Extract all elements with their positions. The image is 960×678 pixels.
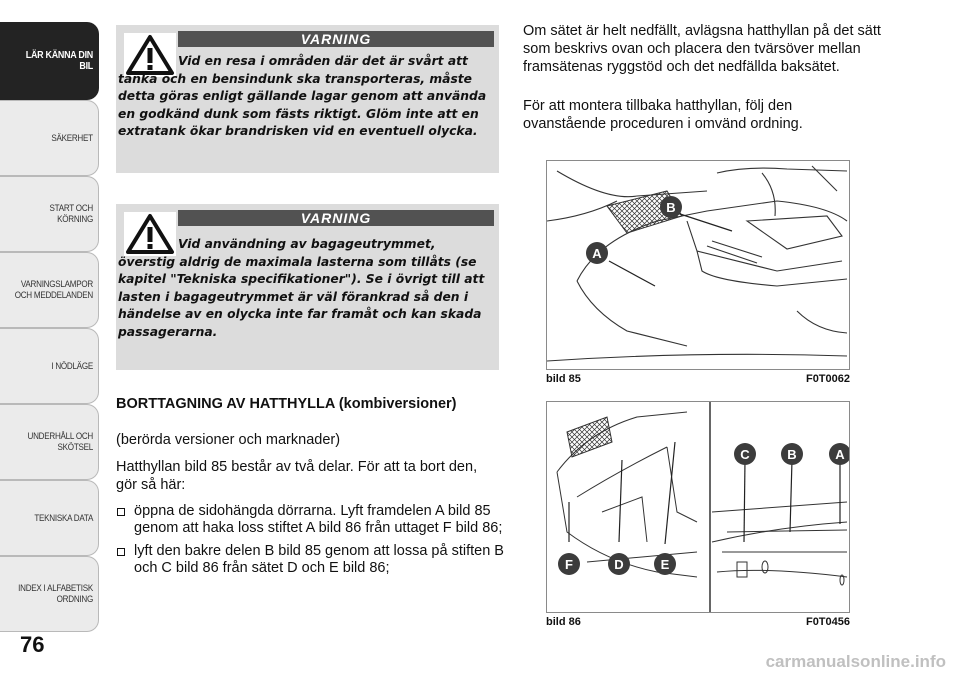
callout-a: A [592, 246, 602, 261]
callout-a: A [835, 447, 845, 462]
warning-box-fuel-can [116, 25, 499, 173]
figure-86-caption [546, 616, 850, 634]
list-item-text: lyft den bakre delen B bild 85 genom att lossa på stiften B och C bild 86 från sätet D och E bild 86; [134, 543, 504, 576]
page-number: 76 [20, 632, 45, 657]
procedure-list [116, 503, 506, 583]
callout-e: E [660, 557, 670, 572]
parcel-shelf-drawing [547, 161, 850, 370]
figure-code: F0T0456 [805, 616, 850, 628]
callout-b: B [787, 447, 797, 462]
figure-code: F0T0062 [805, 373, 850, 385]
tab-lar-kanna-din-bil[interactable] [0, 22, 99, 100]
figure-label: bild 85 [546, 373, 581, 385]
figure-85-illustration [546, 160, 850, 370]
list-item-text: öppna de sidohängda dörrarna. Lyft framdelen A bild 85 genom att haka loss stiftet A bild 86 från uttaget F bild 86; [134, 503, 503, 536]
right-paragraph-1: Om sätet är helt nedfällt, avlägsna hatthyllan på det sätt som beskrivs ovan och placera den tvärsöver mellan framsätenas ryggstöd och det nedfällda baksätet. [523, 23, 881, 75]
figure-86-illustration [546, 401, 850, 613]
checkbox-bullet-icon [117, 548, 125, 556]
tab-label: INDEX I ALFABETISK ORDNING [18, 583, 93, 605]
warning-heading: VARNING [178, 31, 494, 47]
callout-c: C [740, 447, 750, 462]
tab-i-nodlage[interactable] [0, 328, 99, 404]
right-paragraph-2: För att montera tillbaka hatthyllan, följ den ovanstående proceduren i omvänd ordning. [523, 98, 803, 132]
section-subtitle: (berörda versioner och marknader) [116, 432, 341, 448]
list-item [116, 503, 506, 537]
shelf-pins-drawing [547, 402, 850, 613]
warning-box-luggage [116, 204, 499, 370]
tab-label: LÄR KÄNNA DIN BIL [25, 49, 94, 72]
tab-sakerhet[interactable] [0, 100, 99, 176]
tab-tekniska-data[interactable] [0, 480, 99, 556]
figure-label: bild 86 [546, 616, 581, 628]
tab-label: START OCH KÖRNING [49, 203, 93, 225]
tab-label: SÄKERHET [51, 132, 93, 144]
warning-text: Vid en resa i områden där det är svårt att tanka och en bensindunk ska transporteras, måste detta göras enligt gällande lagar genom att använda en godkänd dunk som fästs riktigt. Glöm inte att en extratank ökar brandrisken vid en eventuell olycka. [118, 54, 487, 138]
checkbox-bullet-icon [117, 508, 125, 516]
warning-text: Vid användning av bagageutrymmet, överstig aldrig de maximala lasterna som tillåts (se kapitel "Tekniska specifikationer"). Se i övrigt till att lasten i bagageutrymmet är väl förankrad så den i händelse av en olycka inte far framåt och kan skada passagerarna. [118, 237, 485, 339]
tab-label: UNDERHÅLL OCH SKÖTSEL [27, 431, 93, 453]
tab-start-och-korning[interactable] [0, 176, 99, 252]
tab-label: TEKNISKA DATA [34, 512, 93, 524]
watermark: carmanualsonline.info [765, 652, 946, 671]
callout-d: D [614, 557, 624, 572]
callout-f: F [565, 557, 573, 572]
tab-underhall-och-skotsel[interactable] [0, 404, 99, 480]
section-heading: BORTTAGNING AV HATTHYLLA (kombiversioner) [116, 396, 457, 412]
intro-paragraph: Hatthyllan bild 85 består av två delar. För att ta bort den, gör så här: [116, 459, 478, 493]
tab-index[interactable] [0, 556, 99, 632]
tab-label: I NÖDLÄGE [51, 360, 93, 372]
list-item [116, 543, 506, 577]
tab-varningslampor[interactable] [0, 252, 99, 328]
tab-label: VARNINGSLAMPOR OCH MEDDELANDEN [14, 279, 93, 301]
warning-heading: VARNING [178, 210, 494, 226]
callout-b: B [666, 200, 676, 215]
figure-85-caption [546, 373, 850, 391]
